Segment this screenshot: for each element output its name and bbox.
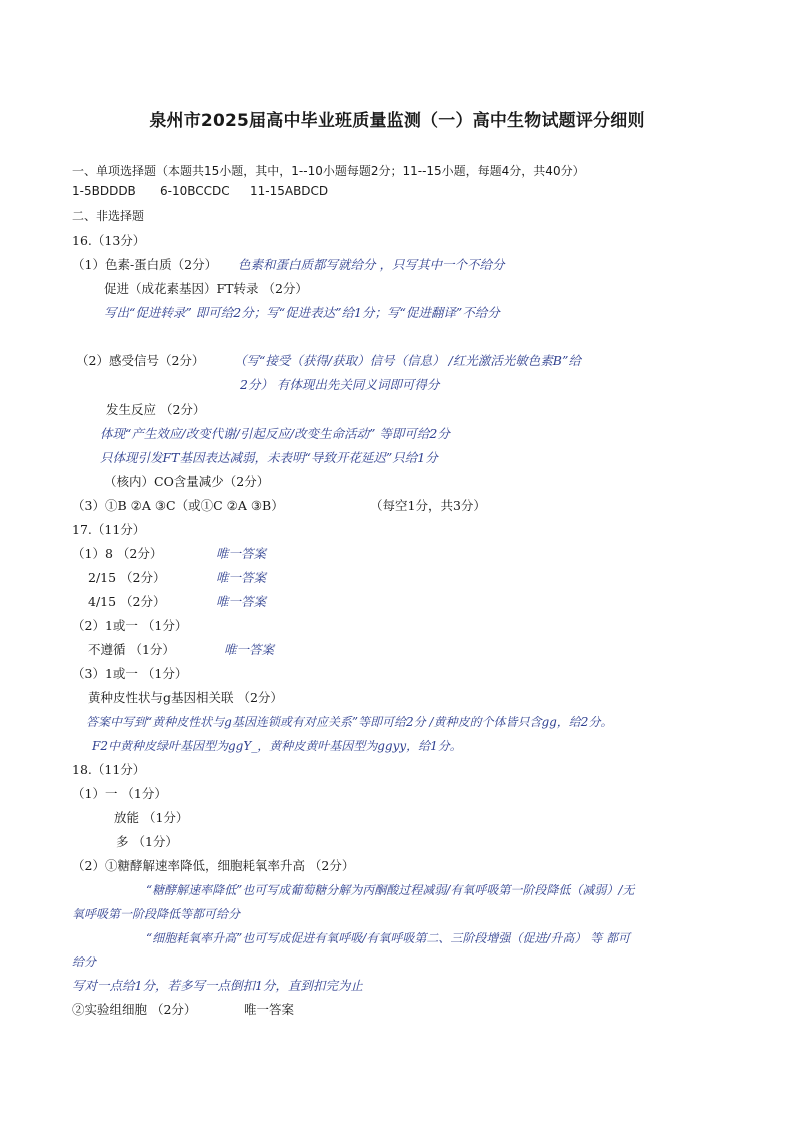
q18-p2-note-b: 唯一答案 <box>244 1002 295 1017</box>
q16-p1-answer-b: 促进（成花素基因）FT转录 （2分） <box>104 281 308 296</box>
q16-p2-answer-c: （核内）CO含量减少（2分） <box>104 474 270 489</box>
q17-p1-answer-a: （1）8 （2分） <box>72 546 163 561</box>
q17-p1-answer-c: 4/15 （2分） <box>88 594 166 609</box>
q16-header: 16.（13分） <box>72 233 146 248</box>
section1-heading: 一、单项选择题（本题共15小题，其中，1--10小题每题2分；11--15小题，每题4分，共40分） <box>72 164 585 178</box>
q16-p2-note-a1: （写“接受（获得/获取）信号（信息） /红光激活光敏色素B”给 <box>234 353 581 368</box>
q16-p2-note-b2: 只体现引发FT基因表达减弱，未表明“导致开花延迟”只给1分 <box>100 450 438 465</box>
q18-p2-note-2a: “细胞耗氧率升高”也可写成促进有氧呼吸/有氧呼吸第二、三阶段增强（促进/升高） 等 都可 <box>146 931 630 945</box>
q17-p3-answer-a: （3）1或一 （1分） <box>72 666 188 681</box>
q17-p1-note-a: 唯一答案 <box>216 546 267 561</box>
q18-p2-note-1b: 氧呼吸第一阶段降低等都可给分 <box>72 907 241 921</box>
mc-answers-6-10: 6-10BCCDC <box>160 184 230 198</box>
q16-p2-answer-a: （2）感受信号（2分） <box>76 353 205 368</box>
document-title: 泉州市2025届高中毕业班质量监测（一）高中生物试题评分细则 <box>149 111 645 131</box>
mc-answers-11-15: 11-15ABDCD <box>250 184 329 198</box>
q18-p2-note-2b: 给分 <box>72 955 97 969</box>
q18-header: 18.（11分） <box>72 762 146 777</box>
q16-p3-score: （每空1分，共3分） <box>370 498 486 513</box>
q18-p2-note-1a: “糖酵解速率降低”也可写成葡萄糖分解为丙酮酸过程减弱/有氧呼吸第一阶段降低（减弱）/无 <box>146 883 635 897</box>
q16-p2-note-a2: 2分） 有体现出先关同义词即可得分 <box>240 377 440 392</box>
q18-p2-answer-a: （2）①糖酵解速率降低，细胞耗氧率升高 （2分） <box>72 858 355 873</box>
q17-p3-note-2: F2中黄种皮绿叶基因型为ggY_，黄种皮黄叶基因型为ggyy，给1分。 <box>92 739 462 753</box>
q17-p1-note-b: 唯一答案 <box>216 570 267 585</box>
q17-p3-answer-b: 黄种皮性状与g基因相关联 （2分） <box>88 690 283 705</box>
q16-p1-note-a: 色素和蛋白质都写就给分 ，只写其中一个不给分 <box>238 257 505 272</box>
q17-p3-note-1: 答案中写到“黄种皮性状与g基因连锁或有对应关系”等即可给2分 /黄种皮的个体皆只含gg，给2分。 <box>86 715 613 729</box>
q16-p1-note-b: 写出“促进转录” 即可给2分；写“促进表达”给1分；写“促进翻译”不给分 <box>104 305 500 320</box>
section2-heading: 二、非选择题 <box>72 209 145 223</box>
q17-header: 17.（11分） <box>72 522 146 537</box>
q18-p2-note-3: 写对一点给1分，若多写一点倒扣1分，直到扣完为止 <box>72 978 363 993</box>
q17-p1-answer-b: 2/15 （2分） <box>88 570 166 585</box>
q16-p3-answer: （3）①B ②A ③C（或①C ②A ③B） <box>72 498 284 513</box>
q17-p2-answer-b: 不遵循 （1分） <box>88 642 175 657</box>
q17-p1-note-c: 唯一答案 <box>216 594 267 609</box>
q17-p2-note-b: 唯一答案 <box>224 642 275 657</box>
q16-p2-note-b1: 体现“产生效应/改变代谢/引起反应/改变生命活动” 等即可给2分 <box>100 426 450 441</box>
q18-p2-answer-b: ②实验组细胞 （2分） <box>72 1002 197 1017</box>
q16-p2-answer-b: 发生反应 （2分） <box>106 402 206 417</box>
q16-p1-answer-a: （1）色素-蛋白质（2分） <box>72 257 218 272</box>
q18-p1-answer-a: （1）一 （1分） <box>72 786 167 801</box>
q18-p1-answer-b: 放能 （1分） <box>114 810 189 825</box>
mc-answers-1-5: 1-5BDDDB <box>72 184 136 198</box>
q17-p2-answer-a: （2）1或一 （1分） <box>72 618 188 633</box>
q18-p1-answer-c: 多 （1分） <box>116 834 178 849</box>
